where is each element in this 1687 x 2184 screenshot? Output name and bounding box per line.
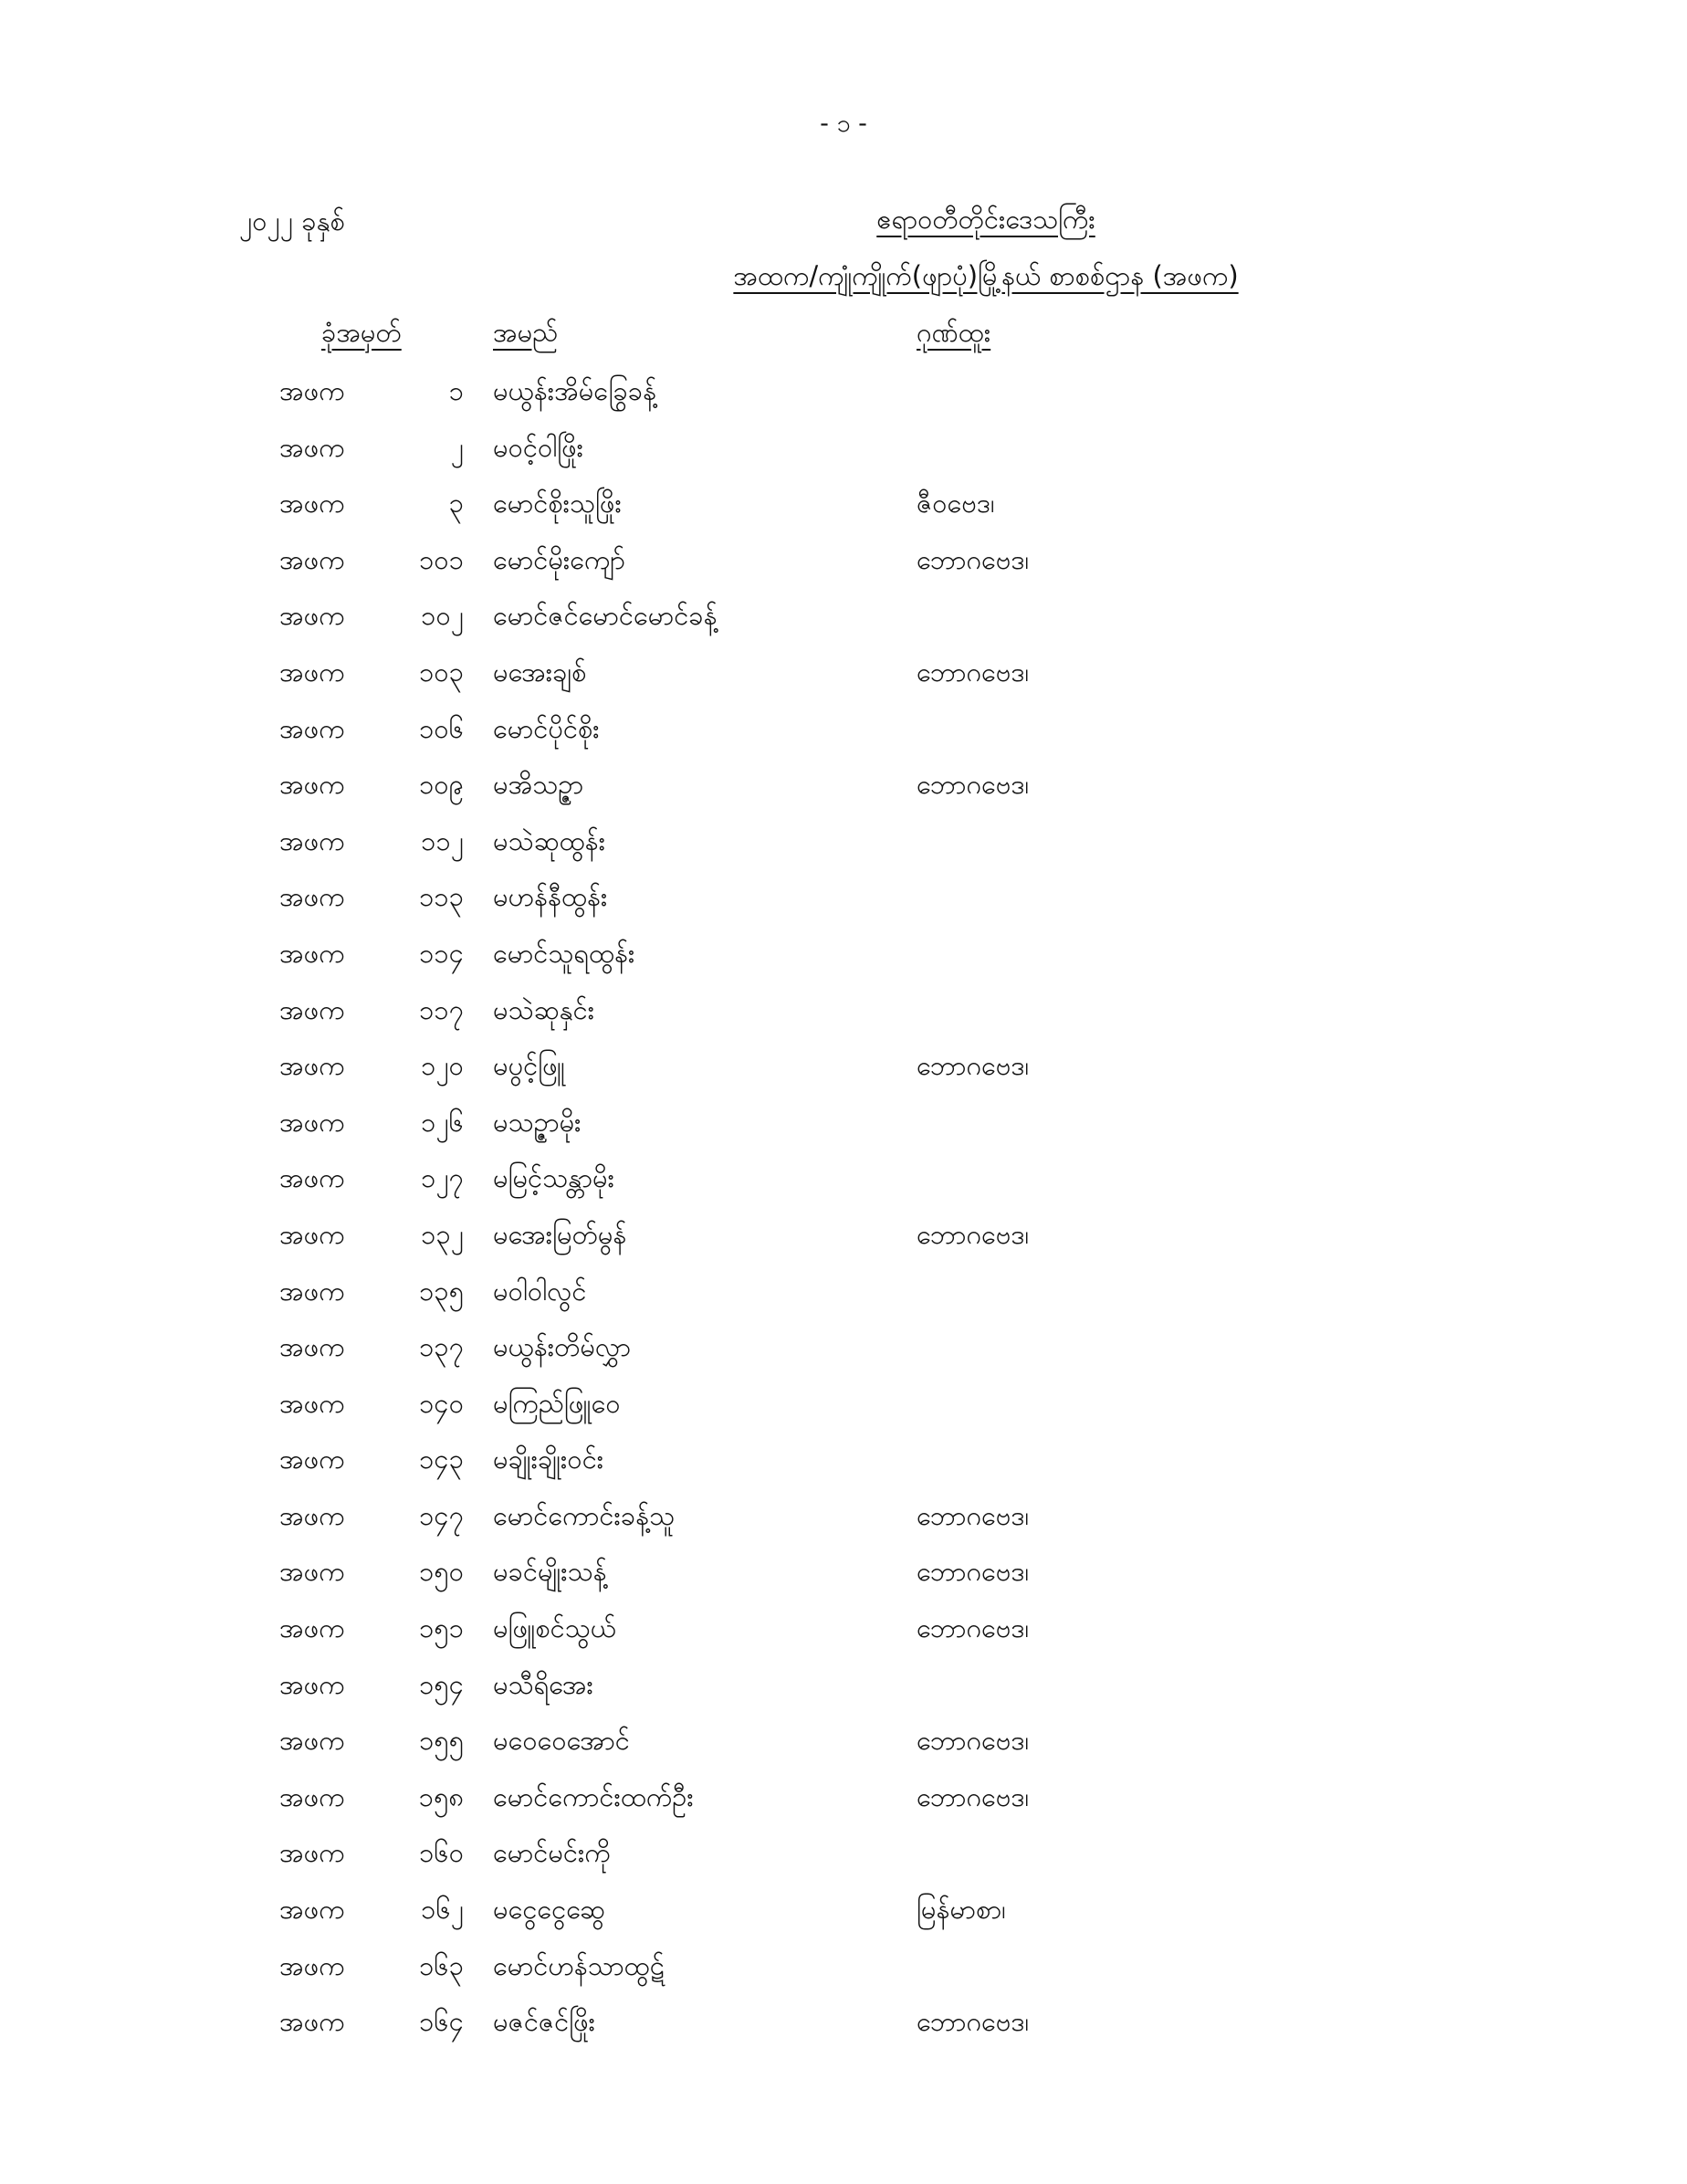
roll-number: ၁၀၆ xyxy=(419,712,464,744)
student-name: မယွန်းအိမ်ခြွေခန့် xyxy=(493,375,657,406)
roll-prefix: အဖက xyxy=(279,543,345,575)
list-item xyxy=(0,1499,1687,1556)
student-name: မောင်စိုးသူဖြိုး xyxy=(493,488,622,520)
distinction-subjects: ဘောဂဗေဒ၊ xyxy=(917,1725,1030,1757)
roll-number: ၁၃၇ xyxy=(419,1331,464,1363)
exam-center-title: အထက/ကျုံကျိုက်(ဖျာပုံ)မြို့နယ် စာစစ်ဌာန (အဖက) xyxy=(733,260,1239,291)
roll-prefix: အဖက xyxy=(279,656,345,688)
roll-prefix: အဖက xyxy=(279,600,345,632)
roll-prefix: အဖက xyxy=(279,1780,345,1812)
roll-number: ၁၁၄ xyxy=(419,937,464,969)
student-name: မောင်ဇင်မောင်မောင်ခန့် xyxy=(493,600,718,632)
distinction-subjects: ဘောဂဗေဒ၊ xyxy=(917,543,1030,575)
student-name: မောင်ကောင်းခန့်သူ xyxy=(493,1499,676,1531)
student-name: မမြင့်သန္တာမိုး xyxy=(493,1162,614,1194)
roll-number: ၁၃၂ xyxy=(421,1218,464,1250)
list-item xyxy=(0,880,1687,937)
list-item xyxy=(0,1949,1687,2006)
list-item xyxy=(0,1049,1687,1106)
student-name: မသဉ္ဇာမိုး xyxy=(493,1106,582,1138)
roll-number: ၁၂၆ xyxy=(421,1106,464,1138)
student-name: မသဲဆုနှင်း xyxy=(493,993,595,1025)
roll-number: ၁၅၅ xyxy=(419,1725,464,1757)
roll-prefix: အဖက xyxy=(279,375,345,406)
list-item xyxy=(0,1387,1687,1444)
distinction-subjects: မြန်မာစာ၊ xyxy=(917,1894,1006,1926)
student-name: မဝေဝေအောင် xyxy=(493,1725,630,1757)
list-item xyxy=(0,937,1687,993)
distinction-subjects: ဘောဂဗေဒ၊ xyxy=(917,1499,1030,1531)
list-item xyxy=(0,768,1687,824)
student-name: မပွင့်ဖြူ xyxy=(493,1050,565,1082)
roll-number: ၁၄၃ xyxy=(419,1444,464,1475)
student-name: မောင်ကောင်းထက်ဦး xyxy=(493,1780,694,1812)
student-name: မဇင်ဇင်ဖြိုး xyxy=(493,2006,596,2038)
student-name: မချိုးချိုးဝင်း xyxy=(493,1444,604,1475)
student-name: မောင်ပိုင်စိုး xyxy=(493,712,600,744)
list-item xyxy=(0,1218,1687,1275)
roll-number: ၁၂၀ xyxy=(421,1050,464,1082)
roll-prefix: အဖက xyxy=(279,712,345,744)
header-distinction: ဂုဏ်ထူး xyxy=(917,317,991,348)
region-title: ဧရာဝတီတိုင်းဒေသကြီး xyxy=(876,204,1095,235)
list-item xyxy=(0,431,1687,488)
roll-prefix: အဖက xyxy=(279,488,345,520)
roll-number: ၁၆၂ xyxy=(421,1894,464,1926)
student-name: မဖြူစင်သွယ် xyxy=(493,1612,616,1644)
list-item xyxy=(0,543,1687,600)
list-item xyxy=(0,1893,1687,1949)
roll-number: ၁၅၈ xyxy=(418,1780,464,1812)
roll-number: ၁၄၇ xyxy=(419,1499,464,1531)
roll-number: ၂ xyxy=(450,431,464,463)
roll-prefix: အဖက xyxy=(279,1218,345,1250)
roll-prefix: အဖက xyxy=(279,1668,345,1700)
roll-prefix: အဖက xyxy=(279,1837,345,1869)
roll-prefix: အဖက xyxy=(279,1050,345,1082)
roll-prefix: အဖက xyxy=(279,824,345,856)
list-item xyxy=(0,1330,1687,1387)
roll-number: ၁၃၅ xyxy=(419,1275,464,1307)
roll-number: ၁ xyxy=(448,375,464,406)
roll-number: ၁၀၁ xyxy=(419,543,464,575)
results-list xyxy=(0,374,1687,2062)
roll-prefix: အဖက xyxy=(279,1162,345,1194)
roll-number: ၁၀၉ xyxy=(419,769,464,801)
list-item xyxy=(0,712,1687,769)
distinction-subjects: ဇီဝဗေဒ၊ xyxy=(917,488,995,520)
roll-prefix: အဖက xyxy=(279,1894,345,1926)
list-item xyxy=(0,1555,1687,1612)
roll-number: ၁၅၀ xyxy=(419,1556,464,1588)
roll-prefix: အဖက xyxy=(279,1725,345,1757)
list-item xyxy=(0,1836,1687,1893)
list-item xyxy=(0,1106,1687,1162)
roll-number: ၃ xyxy=(448,488,464,520)
roll-prefix: အဖက xyxy=(279,1106,345,1138)
distinction-subjects: ဘောဂဗေဒ၊ xyxy=(917,2006,1030,2038)
student-name: မောင်သူရထွန်း xyxy=(493,937,635,969)
roll-prefix: အဖက xyxy=(279,1331,345,1363)
roll-prefix: အဖက xyxy=(279,881,345,913)
student-name: မောင်မင်းကို xyxy=(493,1837,611,1869)
roll-prefix: အဖက xyxy=(279,1556,345,1588)
list-item xyxy=(0,656,1687,712)
student-name: မအိသဉ္ဇာ xyxy=(493,769,584,801)
student-name: မအေးချစ် xyxy=(493,656,587,688)
roll-number: ၁၅၄ xyxy=(419,1668,464,1700)
distinction-subjects: ဘောဂဗေဒ၊ xyxy=(917,1218,1030,1250)
distinction-subjects: ဘောဂဗေဒ၊ xyxy=(917,1050,1030,1082)
distinction-subjects: ဘောဂဗေဒ၊ xyxy=(917,1780,1030,1812)
roll-number: ၁၀၂ xyxy=(421,600,464,632)
student-name: မဝါဝါလွင် xyxy=(493,1275,587,1307)
roll-prefix: အဖက xyxy=(279,937,345,969)
list-item xyxy=(0,2005,1687,2062)
student-name: မငွေငွေဆွေ xyxy=(493,1894,605,1926)
roll-number: ၁၂၇ xyxy=(421,1162,464,1194)
roll-number: ၁၁၃ xyxy=(419,881,464,913)
roll-number: ၁၁၇ xyxy=(419,993,464,1025)
list-item xyxy=(0,599,1687,656)
list-item xyxy=(0,1275,1687,1331)
roll-prefix: အဖက xyxy=(279,769,345,801)
student-name: မကြည်ဖြူဝေ xyxy=(493,1387,621,1419)
student-name: မခင်မျိုးသန့် xyxy=(493,1556,607,1588)
list-item xyxy=(0,993,1687,1050)
roll-prefix: အဖက xyxy=(279,1949,345,1981)
list-item xyxy=(0,1668,1687,1725)
distinction-subjects: ဘောဂဗေဒ၊ xyxy=(917,1556,1030,1588)
roll-number: ၁၆၄ xyxy=(419,2006,464,2038)
list-item xyxy=(0,1443,1687,1499)
distinction-subjects: ဘောဂဗေဒ၊ xyxy=(917,656,1030,688)
list-item xyxy=(0,824,1687,881)
roll-prefix: အဖက xyxy=(279,431,345,463)
list-item xyxy=(0,374,1687,431)
roll-prefix: အဖက xyxy=(279,1612,345,1644)
distinction-subjects: ဘောဂဗေဒ၊ xyxy=(917,769,1030,801)
roll-prefix: အဖက xyxy=(279,1275,345,1307)
student-name: မဝင့်ဝါဖြိုး xyxy=(493,431,584,463)
header-name: အမည် xyxy=(493,317,559,348)
student-name: မသဲဆုထွန်း xyxy=(493,824,606,856)
year-label: ၂၀၂၂ ခုနှစ် xyxy=(239,205,345,236)
student-name: မယွန်းတိမ်လွှာ xyxy=(493,1331,632,1363)
roll-number: ၁၆၀ xyxy=(419,1837,464,1869)
roll-number: ၁၅၁ xyxy=(419,1612,464,1644)
roll-prefix: အဖက xyxy=(279,1444,345,1475)
list-item xyxy=(0,1612,1687,1668)
list-item xyxy=(0,1724,1687,1780)
distinction-subjects: ဘောဂဗေဒ၊ xyxy=(917,1612,1030,1644)
student-name: မဟန်နီထွန်း xyxy=(493,881,608,913)
roll-number: ၁၀၃ xyxy=(419,656,464,688)
list-item xyxy=(0,1780,1687,1837)
roll-prefix: အဖက xyxy=(279,2006,345,2038)
roll-prefix: အဖက xyxy=(279,1387,345,1419)
student-name: မသီရိအေး xyxy=(493,1668,593,1700)
student-name: မောင်ဟန်သာထွဋ် xyxy=(493,1949,665,1981)
page-number: - ၁ - xyxy=(820,110,867,138)
roll-number: ၁၆၃ xyxy=(419,1949,464,1981)
student-name: မောင်မိုးကျော် xyxy=(493,543,625,575)
header-roll-number: ခုံအမှတ် xyxy=(321,317,402,348)
roll-prefix: အဖက xyxy=(279,1499,345,1531)
roll-number: ၁၁၂ xyxy=(421,824,464,856)
list-item xyxy=(0,487,1687,543)
student-name: မအေးမြတ်မွန် xyxy=(493,1218,627,1250)
roll-number: ၁၄၀ xyxy=(419,1387,464,1419)
roll-prefix: အဖက xyxy=(279,993,345,1025)
list-item xyxy=(0,1161,1687,1218)
